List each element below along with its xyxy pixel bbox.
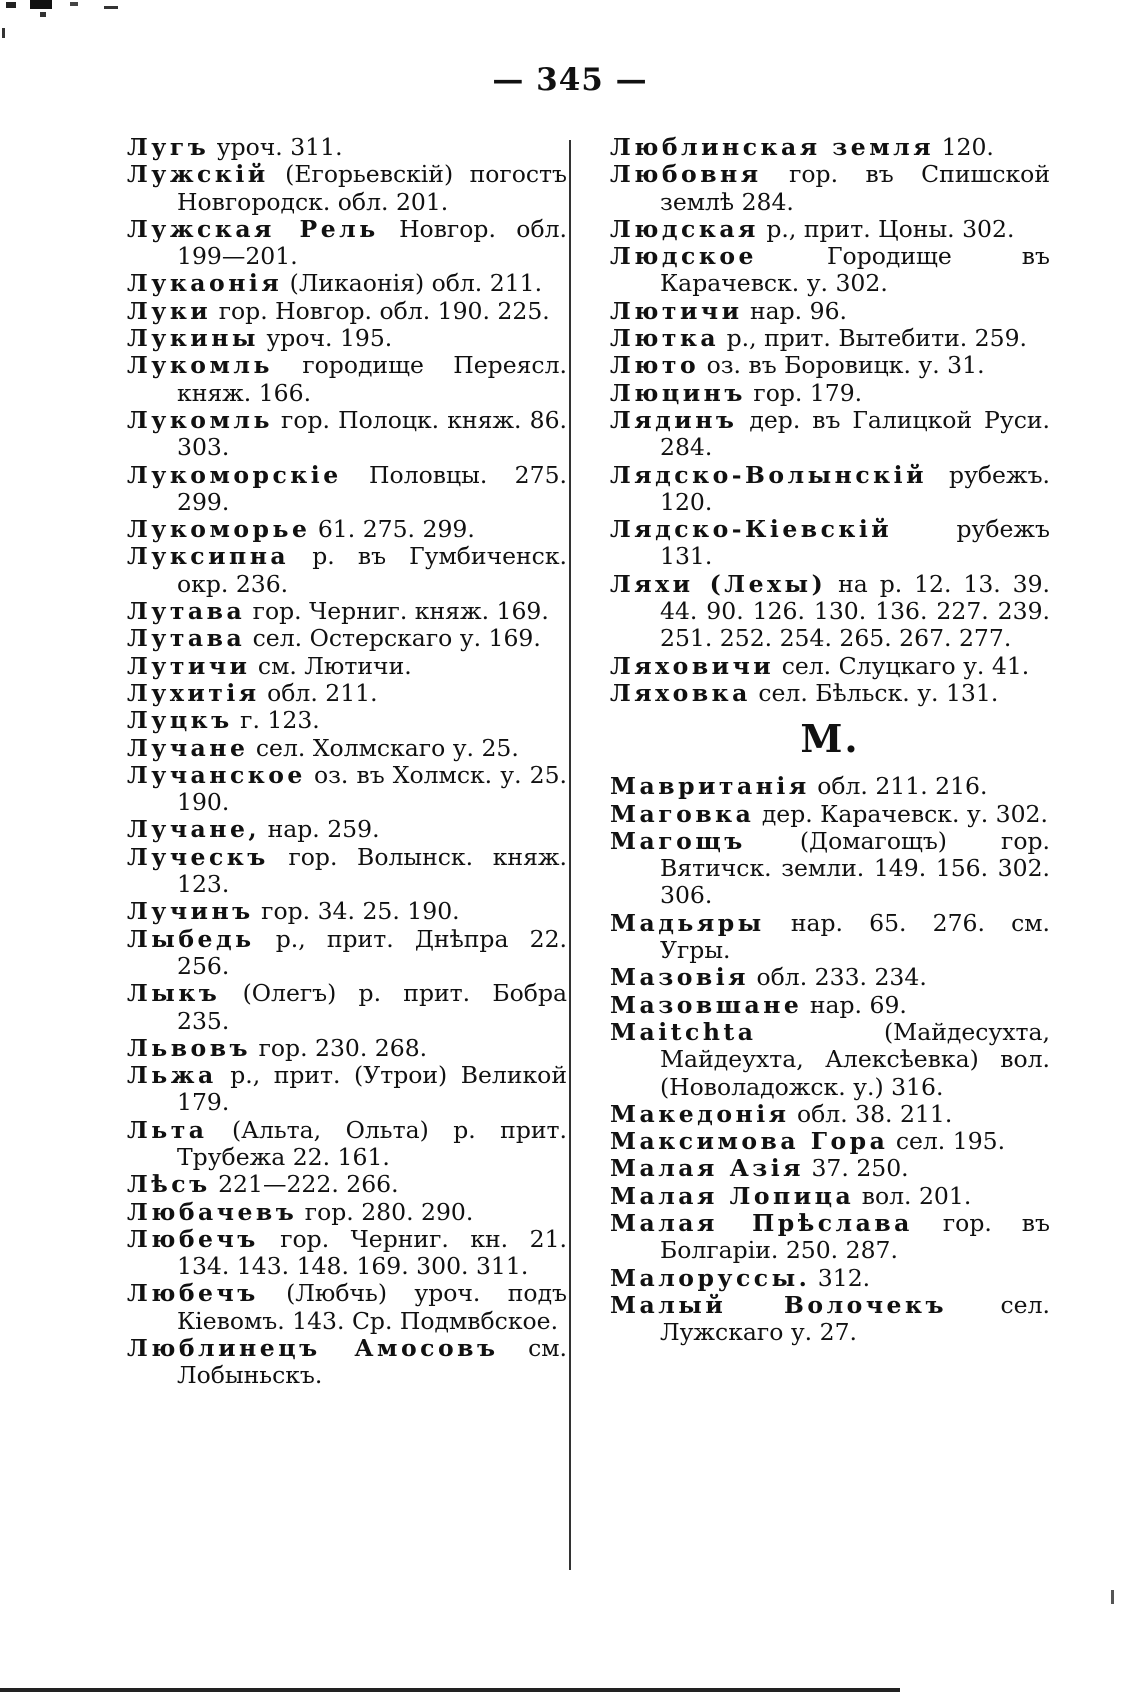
- entry-headword: Лукомль: [127, 405, 273, 434]
- index-entry: [610, 380, 1050, 407]
- index-entry: [610, 964, 1050, 991]
- entry-text: 312.: [810, 1263, 871, 1292]
- entry-text: дер. въ Галицкой Руси. 284.: [660, 405, 1050, 462]
- index-entry: [610, 910, 1050, 965]
- index-entry: [127, 1171, 567, 1198]
- entry-headword: Мазовія: [610, 963, 750, 992]
- entry-headword: Малая Лопица: [610, 1181, 855, 1210]
- entry-text: 120.: [934, 133, 994, 161]
- entry-text: сел. Холмскаго у. 25.: [248, 733, 519, 762]
- entry-text: р., прит. Цоны. 302.: [758, 214, 1015, 243]
- index-entry: [127, 161, 567, 216]
- entry-text: см. Лобыньскъ.: [177, 1334, 567, 1390]
- entry-headword: Ляховичи: [610, 651, 775, 680]
- entry-headword: Любачевъ: [127, 1197, 298, 1226]
- index-entry: [610, 992, 1050, 1019]
- entry-text: (Альта, Ольта) р. прит. Трубежа 22. 161.: [177, 1115, 567, 1171]
- entry-text: (Любчь) уроч. подъ Кіевомъ. 143. Ср. Подмвбское.: [177, 1279, 567, 1335]
- index-entry: [610, 1210, 1050, 1265]
- column-divider: [569, 140, 571, 1570]
- entry-headword: Маговка: [610, 799, 755, 828]
- entry-text: гор. 179.: [745, 378, 863, 407]
- entry-headword: Луксипна: [127, 542, 290, 571]
- entry-text: гор. Полоцк. княж. 86. 303.: [177, 405, 567, 462]
- entry-text: р. въ Гумбиченск. окр. 236.: [177, 542, 567, 598]
- index-entry: [127, 680, 567, 707]
- entry-headword: Лютичи: [610, 296, 743, 325]
- index-entry: [610, 571, 1050, 653]
- index-entry: [127, 844, 567, 899]
- index-column-right: [610, 134, 1050, 1346]
- index-entry: [127, 516, 567, 543]
- entry-headword: Малоруссы.: [610, 1263, 811, 1292]
- index-entry: [127, 352, 567, 407]
- index-entry: [127, 1226, 567, 1281]
- entry-text: гор. Черниг. кн. 21. 134. 143. 148. 169. 300. 311.: [177, 1224, 567, 1281]
- entry-headword: Малый Волочекъ: [610, 1290, 947, 1319]
- entry-headword: Лукоморье: [127, 515, 311, 544]
- entry-headword: Ляховка: [610, 678, 751, 707]
- index-entry: [127, 980, 567, 1035]
- entry-headword: Луки: [127, 296, 212, 325]
- index-entry: [127, 625, 567, 652]
- entry-headword: Лѣсъ: [127, 1170, 211, 1199]
- entry-headword: Лучане: [127, 733, 249, 762]
- entry-text: нар. 65. 276. см. Угры.: [660, 908, 1050, 965]
- index-entry: [610, 773, 1050, 800]
- entry-text: уроч. 195.: [258, 324, 393, 353]
- entry-text: Половцы. 275. 299.: [177, 460, 567, 516]
- entry-headword: Луческъ: [127, 842, 269, 871]
- entry-text: рубежъ. 120.: [660, 460, 1050, 516]
- index-entry: [610, 516, 1050, 571]
- index-entry: [127, 543, 567, 598]
- entry-headword: Люблинская земля: [610, 133, 935, 161]
- entry-headword: Лутава: [127, 597, 246, 626]
- entry-text: нар. 259.: [260, 815, 380, 844]
- entry-headword: Льжа: [127, 1061, 217, 1090]
- entry-headword: Максимова Гора: [610, 1127, 889, 1156]
- entry-text: сел. Слуцкаго у. 41.: [774, 651, 1030, 680]
- entry-headword: Люблинецъ Амосовъ: [127, 1334, 499, 1363]
- entry-text: дер. Карачевск. у. 302.: [754, 799, 1048, 828]
- index-entry: [610, 462, 1050, 517]
- entry-headword: Лужская Рель: [127, 214, 379, 243]
- entry-headword: Лукины: [127, 324, 259, 353]
- index-entry: [610, 407, 1050, 462]
- entry-text: сел. Бѣльск. у. 131.: [750, 678, 999, 707]
- index-entry: [610, 134, 1050, 161]
- index-entry: [127, 216, 567, 271]
- entry-headword: Магощъ: [610, 826, 746, 855]
- entry-text: обл. 211.: [259, 678, 378, 707]
- index-entry: [127, 1280, 567, 1335]
- index-entry: [127, 462, 567, 517]
- entry-headword: Лукоморскіе: [127, 460, 342, 489]
- entry-text: сел. 195.: [888, 1127, 1006, 1156]
- entry-text: на р. 12. 13. 39. 44. 90. 126. 130. 136. 227. 239. 251. 252. 254. 265. 267. 277.: [660, 569, 1050, 653]
- index-entry: [610, 1101, 1050, 1128]
- entry-text: Городище въ Карачевск. у. 302.: [660, 242, 1050, 298]
- entry-headword: Лядинъ: [610, 405, 738, 434]
- entry-text: рубежъ 131.: [660, 515, 1050, 571]
- entry-headword: Лыбедь: [127, 924, 255, 953]
- entry-text: р., прит. Днѣпра 22. 256.: [177, 924, 567, 980]
- entry-headword: Малая Прѣслава: [610, 1208, 913, 1237]
- entry-text: нар. 96.: [742, 296, 847, 325]
- index-entry: [127, 298, 567, 325]
- entry-text: уроч. 311.: [209, 133, 343, 161]
- index-entry: [127, 325, 567, 352]
- entry-text: обл. 233. 234.: [749, 963, 927, 992]
- entry-headword: Любечъ: [127, 1279, 259, 1308]
- index-entry: [610, 1019, 1050, 1101]
- index-entry: [127, 735, 567, 762]
- scan-artifact-top: [0, 0, 150, 40]
- index-entry: [610, 352, 1050, 379]
- index-entry: [610, 680, 1050, 707]
- entry-headword: Людская: [610, 214, 759, 243]
- entry-text: Новгор. обл. 199—201.: [177, 214, 567, 271]
- entry-headword: Мадьяры: [610, 908, 765, 937]
- entry-headword: Лукомль: [127, 351, 273, 380]
- entry-text: гор. 34. 25. 190.: [253, 897, 460, 926]
- entry-headword: Maitchta: [610, 1017, 757, 1046]
- entry-headword: Львовъ: [127, 1033, 252, 1062]
- entry-text: (Ликаонія) обл. 211.: [282, 269, 543, 298]
- entry-text: 37. 250.: [804, 1154, 909, 1183]
- index-entry: [610, 1128, 1050, 1155]
- entry-text: (Майдесухта, Майдеухта, Алексѣевка) вол. (Новоладожск. у.) 316.: [660, 1017, 1050, 1101]
- entry-text: гор. въ Болгаріи. 250. 287.: [660, 1208, 1050, 1265]
- entry-text: оз. въ Боровицк. у. 31.: [699, 351, 985, 380]
- entry-headword: Македонія: [610, 1099, 790, 1128]
- entry-headword: Люцинъ: [610, 378, 746, 407]
- index-entry: [610, 1155, 1050, 1182]
- entry-headword: Мавританія: [610, 772, 810, 801]
- entry-text: гор. Новгор. обл. 190. 225.: [211, 296, 550, 325]
- index-group-l: [610, 134, 1050, 707]
- entry-headword: Лугъ: [127, 133, 210, 161]
- entry-text: г. 123.: [232, 706, 320, 735]
- index-entry: [610, 1292, 1050, 1347]
- entry-text: нар. 69.: [802, 990, 907, 1019]
- index-entry: [127, 653, 567, 680]
- index-column-left: [127, 134, 567, 1390]
- entry-headword: Любовня: [610, 160, 762, 189]
- entry-text: гор. 230. 268.: [251, 1033, 428, 1062]
- page-number: — 345 —: [492, 62, 648, 98]
- section-letter-heading: М.: [800, 716, 860, 762]
- entry-headword: Малая Азія: [610, 1154, 805, 1183]
- index-entry: [127, 1199, 567, 1226]
- index-entry: [127, 1335, 567, 1390]
- entry-text: р., прит. Вытебити. 259.: [719, 324, 1027, 353]
- entry-text: сел. Лужскаго у. 27.: [660, 1290, 1050, 1347]
- entry-text: 61. 275. 299.: [310, 515, 475, 544]
- index-entry: [610, 801, 1050, 828]
- index-entry: [610, 216, 1050, 243]
- entry-headword: Ляхи (Лехы): [610, 569, 827, 598]
- entry-headword: Людское: [610, 242, 757, 271]
- index-entry: [127, 707, 567, 734]
- index-entry: [127, 270, 567, 297]
- entry-text: 221—222. 266.: [210, 1170, 399, 1199]
- entry-headword: Лутичи: [127, 651, 251, 680]
- scan-artifact-bottom-line: [0, 1688, 900, 1692]
- entry-headword: Лужскій: [127, 160, 269, 189]
- index-entry: [127, 407, 567, 462]
- index-entry: [610, 828, 1050, 910]
- entry-text: гор. въ Спишской землѣ 284.: [660, 160, 1050, 216]
- index-entry: [610, 298, 1050, 325]
- index-entry: [610, 1183, 1050, 1210]
- entry-text: см. Лютичи.: [250, 651, 412, 680]
- entry-text: (Егорьевскій) погостъ Новгородск. обл. 201.: [177, 160, 567, 216]
- index-entry: [127, 1062, 567, 1117]
- index-entry: [610, 325, 1050, 352]
- entry-headword: Льта: [127, 1115, 208, 1144]
- index-group-m: [610, 773, 1050, 1346]
- index-entry: [127, 926, 567, 981]
- index-entry: [610, 1265, 1050, 1292]
- entry-headword: Люто: [610, 351, 700, 380]
- entry-text: обл. 38. 211.: [789, 1099, 953, 1128]
- index-entry: [127, 1035, 567, 1062]
- index-entry: [127, 816, 567, 843]
- entry-text: (Олегъ) р. прит. Бобра 235.: [177, 979, 567, 1035]
- entry-headword: Любечъ: [127, 1224, 259, 1253]
- entry-text: обл. 211. 216.: [809, 772, 988, 801]
- entry-text: р., прит. (Утрои) Великой 179.: [177, 1061, 567, 1117]
- entry-text: (Домагощъ) гор. Вятичск. земли. 149. 156. 302. 306.: [660, 826, 1050, 910]
- entry-headword: Мазовшане: [610, 990, 803, 1019]
- entry-text: вол. 201.: [854, 1181, 972, 1210]
- index-entry: [127, 762, 567, 817]
- entry-text: городище Переясл. княж. 166.: [177, 351, 567, 407]
- entry-headword: Лукаонія: [127, 269, 283, 298]
- index-entry: [127, 1117, 567, 1172]
- entry-headword: Лучинъ: [127, 897, 254, 926]
- entry-text: оз. въ Холмск. у. 25. 190.: [177, 760, 567, 817]
- entry-headword: Лухитія: [127, 678, 260, 707]
- entry-headword: Лядско-Волынскій: [610, 460, 928, 489]
- index-entry: [127, 134, 567, 161]
- index-entry: [610, 243, 1050, 298]
- index-entry: [610, 161, 1050, 216]
- entry-text: гор. Черниг. княж. 169.: [245, 597, 549, 626]
- entry-text: гор. 280. 290.: [297, 1197, 474, 1226]
- entry-headword: Лучанское: [127, 760, 306, 789]
- entry-headword: Луцкъ: [127, 706, 233, 735]
- entry-headword: Лыкъ: [127, 979, 221, 1008]
- entry-headword: Лучане,: [127, 815, 261, 844]
- entry-text: гор. Волынск. княж. 123.: [177, 842, 567, 899]
- scan-artifact-right-mark: [1111, 1590, 1114, 1604]
- entry-text: сел. Остерскаго у. 169.: [245, 624, 541, 653]
- entry-headword: Лютка: [610, 324, 720, 353]
- entry-headword: Лутава: [127, 624, 246, 653]
- index-entry: [127, 598, 567, 625]
- index-entry: [127, 898, 567, 925]
- index-entry: [610, 653, 1050, 680]
- entry-headword: Лядско-Кіевскій: [610, 515, 893, 544]
